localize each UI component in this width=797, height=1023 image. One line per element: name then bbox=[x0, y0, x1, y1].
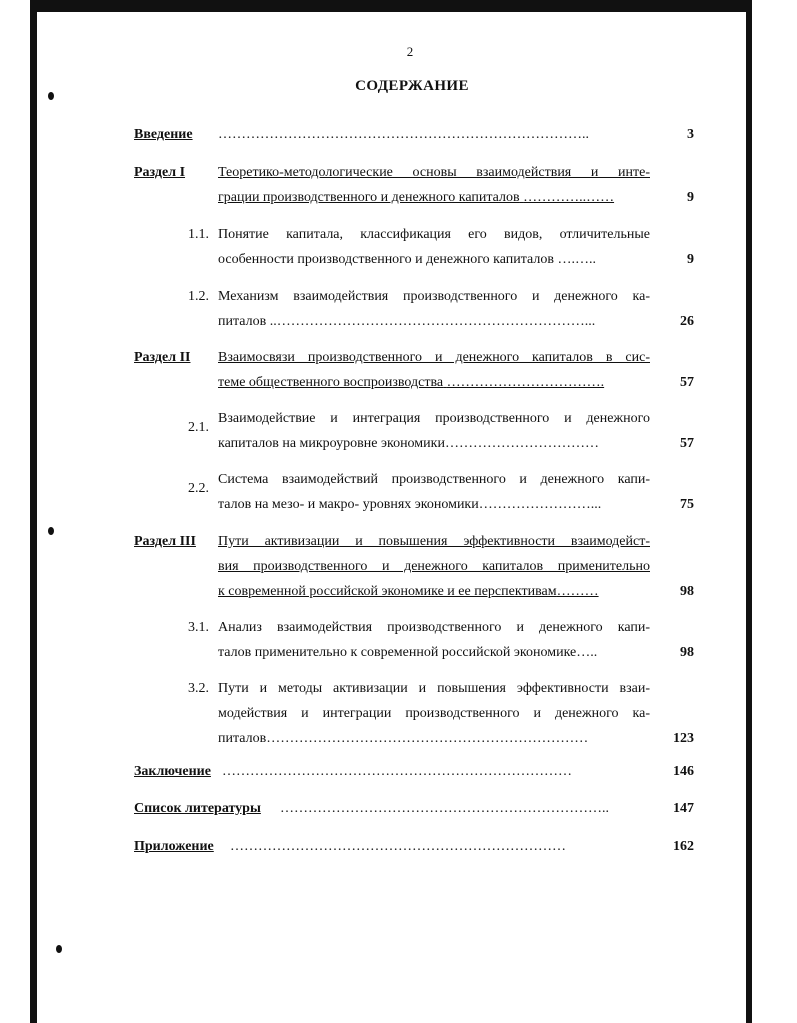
toc-number: 3.2. bbox=[188, 681, 209, 696]
toc-text: Понятие капитала, классификация его видов, отличительные особенности производственного и денежного капиталов ….….. bbox=[218, 227, 650, 267]
toc-text: Теоретико-методологические основы взаимодействия и инте- грации производственного и денежного капиталов …………..…… bbox=[218, 165, 650, 205]
toc-page: 75 bbox=[680, 497, 694, 512]
toc-label: Раздел II bbox=[134, 350, 191, 365]
toc-page: 162 bbox=[673, 839, 694, 854]
toc-page: 57 bbox=[680, 375, 694, 390]
toc-page: 3 bbox=[687, 127, 694, 142]
toc-label: Раздел III bbox=[134, 534, 196, 549]
punch-hole bbox=[56, 945, 62, 953]
toc-label: Раздел I bbox=[134, 165, 186, 180]
toc-page: 9 bbox=[687, 252, 694, 267]
toc-leader: …………………………………………………………………….. bbox=[218, 127, 589, 142]
toc-page: 98 bbox=[680, 645, 694, 660]
toc-page: 57 bbox=[680, 436, 694, 451]
toc-number: 3.1. bbox=[188, 620, 209, 635]
toc-leader: ………………………………………………………………… bbox=[222, 764, 572, 779]
toc-number: 1.1. bbox=[188, 227, 209, 242]
toc-text: Система взаимодействий производственного и денежного капи- талов на мезо- и макро- уровнях экономики……………………... bbox=[218, 472, 650, 512]
toc-text: Взаимосвязи производственного и денежного капиталов в сис- теме общественного воспроизводства ……………………………. bbox=[218, 350, 650, 390]
toc-number: 2.2. bbox=[188, 481, 209, 496]
toc-text: Взаимодействие и интеграция производственного и денежного капиталов на микроуровне экономики…………………………… bbox=[218, 411, 650, 451]
toc-label: Список литературы bbox=[134, 801, 261, 816]
toc-number: 1.2. bbox=[188, 289, 209, 304]
toc-number: 2.1. bbox=[188, 420, 209, 435]
toc-text: Анализ взаимодействия производственного и денежного капи- талов применительно к современной российской экономике….. bbox=[218, 620, 650, 660]
toc-label: Введение bbox=[134, 127, 193, 142]
toc-leader: …………………………………………………………….. bbox=[280, 801, 609, 816]
toc-text: Пути и методы активизации и повышения эффективности взаи- модействия и интеграции производственного и денежного ка- питалов…………………………………………………………… bbox=[218, 681, 650, 746]
toc-text: Пути активизации и повышения эффективности взаимодейст- вия производственного и денежного капиталов применительно к современной российской экономике и ее перспективам……… bbox=[218, 534, 650, 599]
toc-label: Заключение bbox=[134, 764, 211, 779]
toc-page: 146 bbox=[673, 764, 694, 779]
scan-border-top bbox=[30, 0, 752, 12]
toc-page: 98 bbox=[680, 584, 694, 599]
page-title: СОДЕРЖАНИЕ bbox=[355, 78, 469, 94]
toc-page: 147 bbox=[673, 801, 694, 816]
toc-text: Механизм взаимодействия производственного и денежного ка- питалов ..…………………………………………………………... bbox=[218, 289, 650, 329]
punch-hole bbox=[48, 527, 54, 535]
scan-border-left bbox=[30, 0, 37, 1023]
toc-label: Приложение bbox=[134, 839, 214, 854]
page-number: 2 bbox=[406, 44, 414, 59]
scan-border-right bbox=[746, 0, 752, 1023]
toc-page: 123 bbox=[673, 731, 694, 746]
toc-page: 9 bbox=[687, 190, 694, 205]
toc-leader: ……………………………………………………………… bbox=[230, 839, 566, 854]
toc-page: 26 bbox=[680, 314, 694, 329]
